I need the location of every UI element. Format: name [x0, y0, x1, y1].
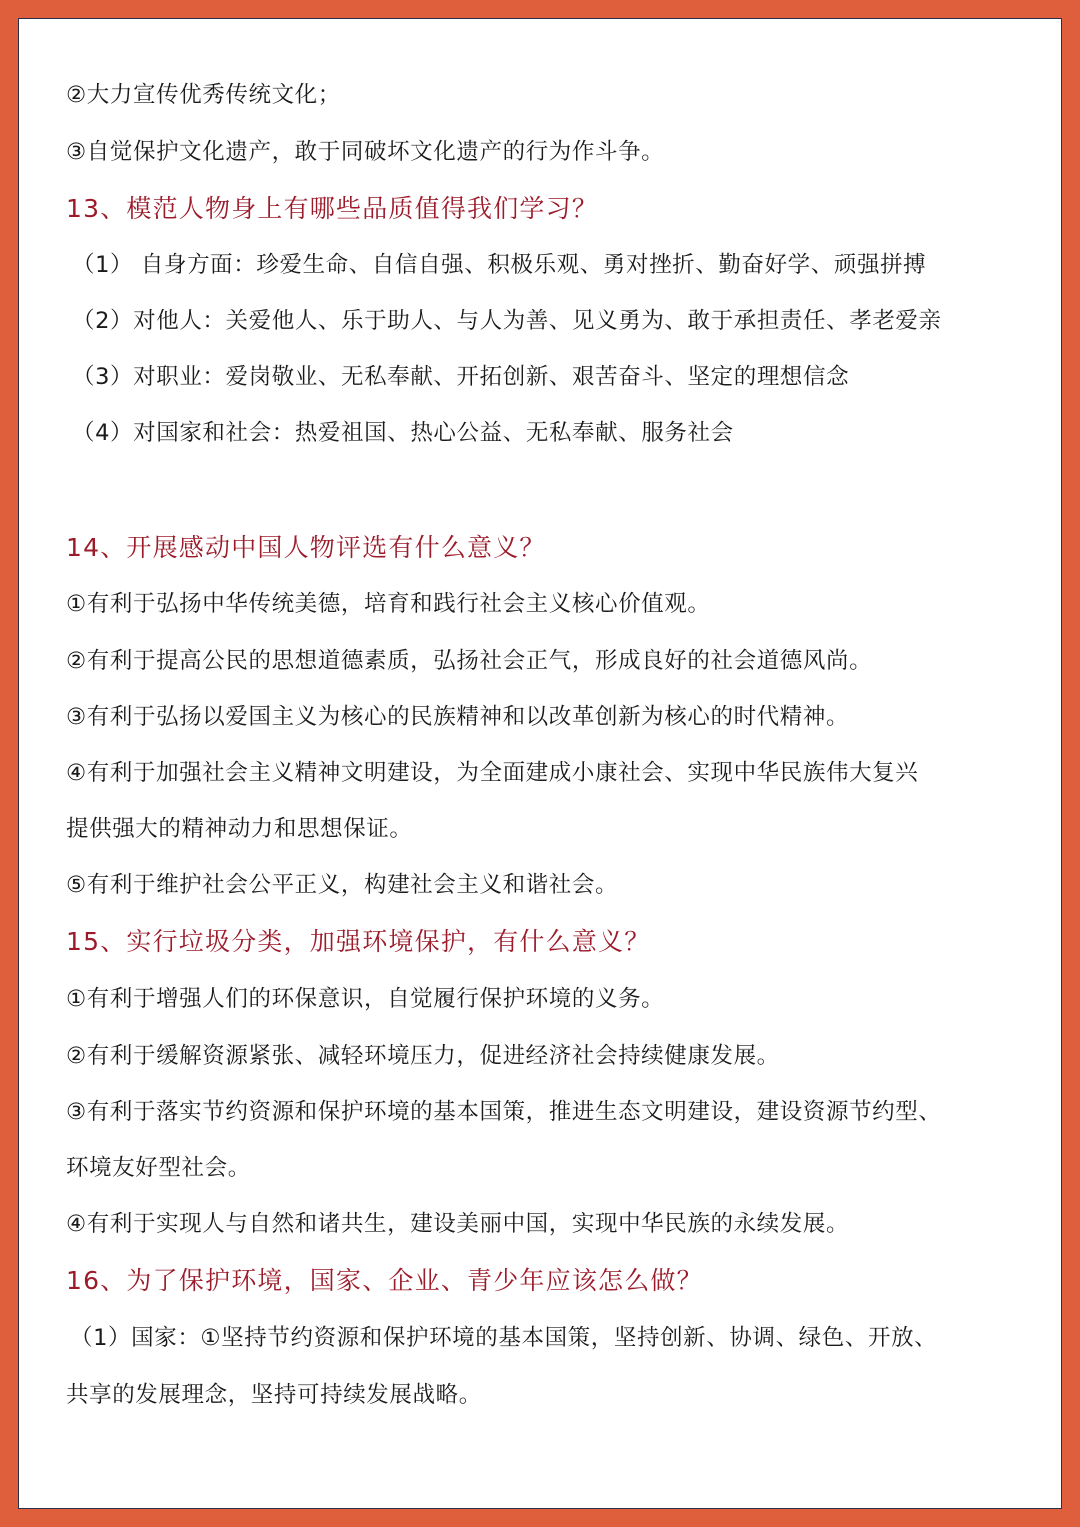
question-16-heading: 16、为了保护环境，国家、企业、青少年应该怎么做？ — [66, 1266, 703, 1295]
list-item: ①有利于增强人们的环保意识，自觉履行保护环境的义务。 — [66, 986, 665, 1012]
list-item: （1）国家：①坚持节约资源和保护环境的基本国策，坚持创新、协调、绿色、开放、 — [70, 1325, 938, 1351]
list-item: （3）对职业：爱岗敬业、无私奉献、开拓创新、艰苦奋斗、坚定的理想信念 — [72, 364, 850, 390]
list-item: ④有利于加强社会主义精神文明建设，为全面建成小康社会、实现中华民族伟大复兴 — [66, 760, 919, 786]
list-item: ①有利于弘扬中华传统美德，培育和践行社会主义核心价值观。 — [66, 591, 711, 617]
list-item: ③自觉保护文化遗产，敢于同破坏文化遗产的行为作斗争。 — [66, 139, 665, 165]
list-item-continuation: 提供强大的精神动力和思想保证。 — [66, 816, 413, 842]
list-item: ③有利于弘扬以爱国主义为核心的民族精神和以改革创新为核心的时代精神。 — [66, 704, 850, 730]
list-item: ④有利于实现人与自然和诸共生，建设美丽中国，实现中华民族的永续发展。 — [66, 1211, 850, 1237]
question-14-heading: 14、开展感动中国人物评选有什么意义？ — [66, 533, 546, 562]
list-item-continuation: 共享的发展理念，坚持可持续发展战略。 — [66, 1382, 482, 1408]
question-13-heading: 13、模范人物身上有哪些品质值得我们学习？ — [66, 194, 599, 223]
list-item: （4）对国家和社会：热爱祖国、热心公益、无私奉献、服务社会 — [72, 420, 734, 446]
list-item: ②大力宣传优秀传统文化； — [66, 82, 341, 108]
list-item-continuation: 环境友好型社会。 — [66, 1155, 251, 1181]
list-item: （2）对他人：关爱他人、乐于助人、与人为善、见义勇为、敢于承担责任、孝老爱亲 — [72, 308, 942, 334]
list-item: ③有利于落实节约资源和保护环境的基本国策，推进生态文明建设，建设资源节约型、 — [66, 1099, 942, 1125]
list-item: ②有利于缓解资源紧张、减轻环境压力，促进经济社会持续健康发展。 — [66, 1043, 780, 1069]
list-item: （1） 自身方面：珍爱生命、自信自强、积极乐观、勇对挫折、勤奋好学、顽强拼搏 — [72, 252, 927, 278]
question-15-heading: 15、实行垃圾分类，加强环境保护，有什么意义？ — [66, 927, 651, 956]
list-item: ⑤有利于维护社会公平正义，构建社会主义和谐社会。 — [66, 872, 619, 898]
list-item: ②有利于提高公民的思想道德素质，弘扬社会正气，形成良好的社会道德风尚。 — [66, 648, 873, 674]
